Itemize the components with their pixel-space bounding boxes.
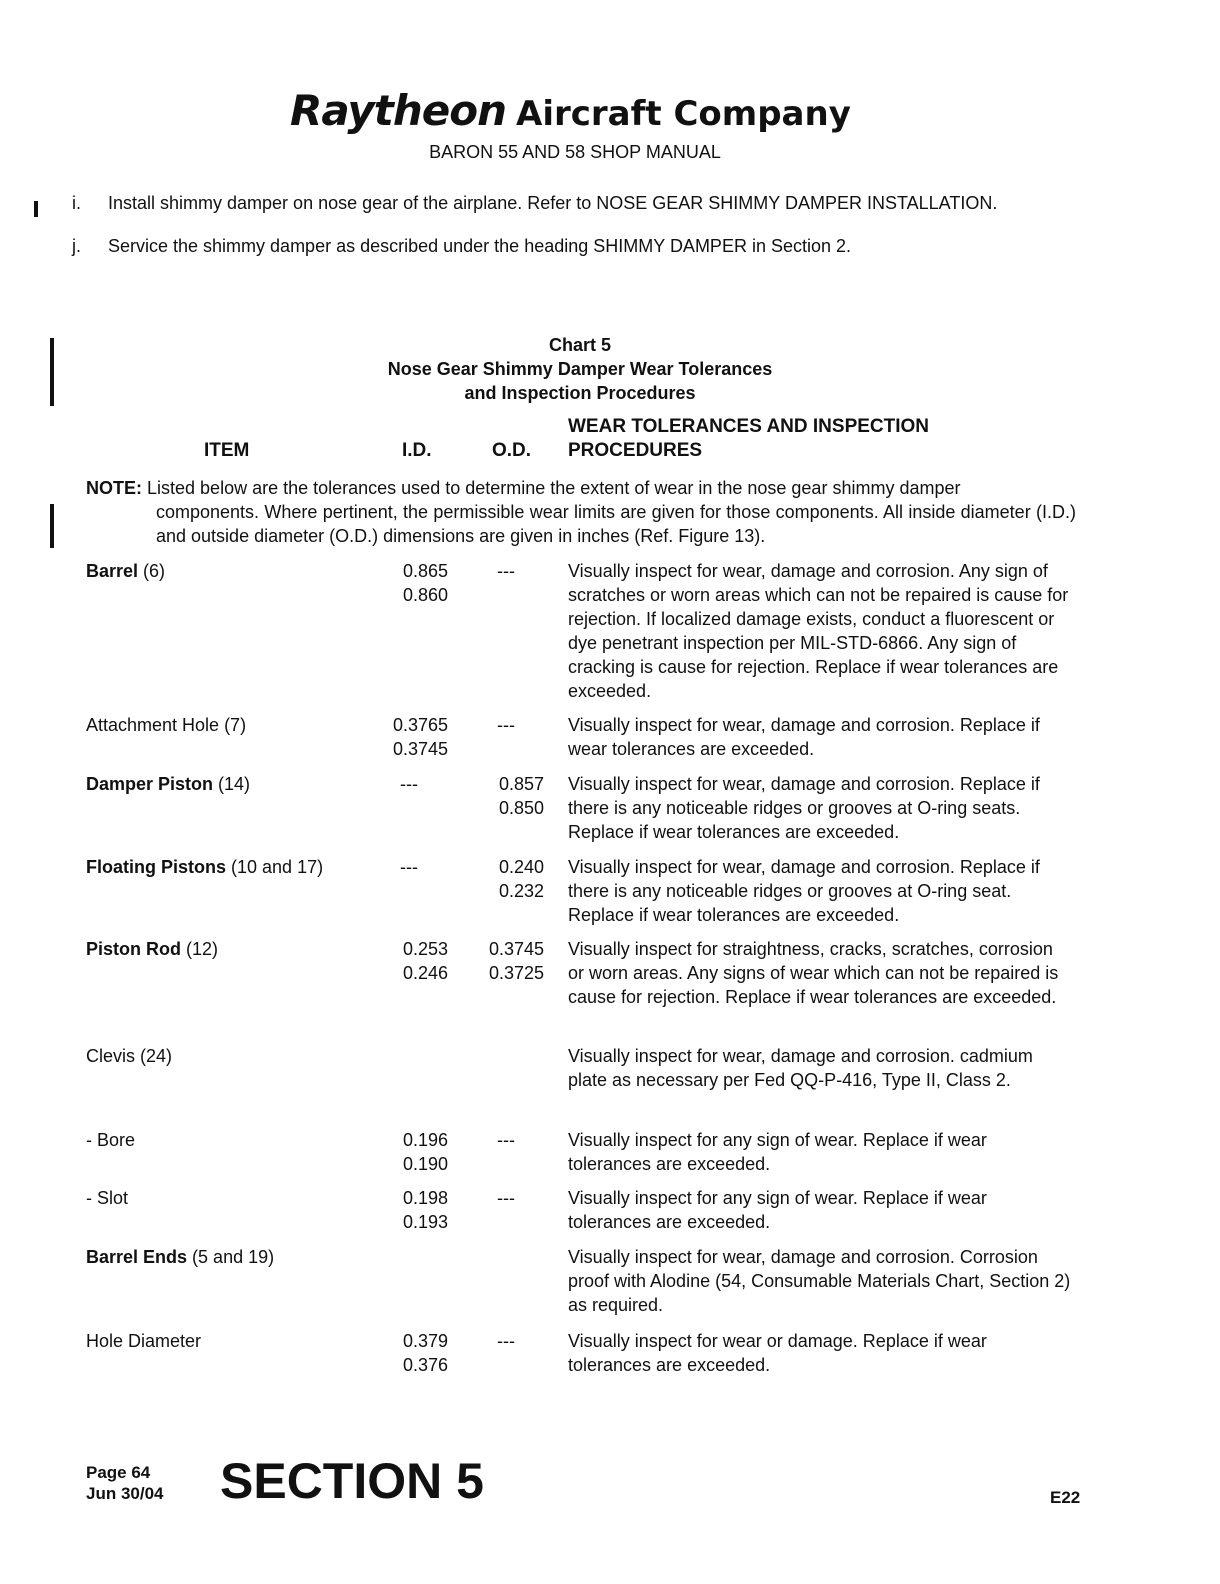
procedure-cell: Visually inspect for wear or damage. Replace if wear tolerances are exceeded.: [568, 1331, 987, 1375]
procedure-cell: Visually inspect for wear, damage and corrosion. Replace if there is any noticeable ridges or grooves at O-ring seat. Replace if wear tolerances are exceeded.: [568, 857, 1040, 925]
item-cell: [86, 713, 246, 737]
page-info: [86, 1462, 164, 1504]
company-name: Aircraft Company: [516, 94, 851, 134]
item-cell: [86, 1329, 201, 1353]
procedure-cell: Visually inspect for wear, damage and corrosion. Replace if there is any noticeable ridges or grooves at O-ring seats. Replace if wear tolerances are exceeded.: [568, 774, 1040, 842]
chart-number: Chart 5: [548, 335, 611, 355]
id-cell: [370, 713, 448, 761]
id-max: 0.196: [402, 1130, 448, 1150]
brand-name: Raytheon: [290, 86, 506, 135]
id-max: 0.3765: [392, 715, 448, 735]
item-name: Floating Pistons: [86, 857, 227, 877]
id-max: 0.865: [402, 561, 448, 581]
od-min: 0.850: [498, 798, 544, 818]
step-j: [72, 236, 851, 257]
item-ref: Attachment Hole (7): [86, 715, 247, 735]
id-cell: [370, 1186, 448, 1234]
item-ref: (5 and 19): [187, 1247, 275, 1267]
step-i: [72, 193, 997, 214]
item-name: Damper Piston: [86, 774, 214, 794]
step-letter: i.: [72, 193, 81, 213]
id-max: 0.379: [402, 1331, 448, 1351]
item-name: Barrel: [86, 561, 139, 581]
revision-bar: [34, 201, 38, 217]
manual-title: BARON 55 AND 58 SHOP MANUAL: [429, 142, 721, 162]
id-max: ---: [400, 857, 418, 877]
item-ref: - Bore: [86, 1130, 136, 1150]
item-ref: (10 and 17): [226, 857, 324, 877]
item-cell: [86, 559, 165, 583]
id-cell: [370, 1128, 448, 1176]
od-cell: [468, 1128, 544, 1152]
page-code: E22: [1050, 1488, 1081, 1507]
col-header-procedures-1: WEAR TOLERANCES AND INSPECTION: [568, 416, 930, 437]
id-min: 0.3745: [392, 739, 448, 759]
step-letter: j.: [72, 236, 81, 256]
note-first-line: Listed below are the tolerances used to determine the extent of wear in the nose gear shimmy damper: [147, 478, 961, 498]
chart-note: [86, 476, 1076, 548]
od-cell: [468, 713, 544, 737]
item-cell: [86, 855, 323, 879]
od-max: 0.857: [498, 774, 544, 794]
item-cell: [86, 1186, 128, 1210]
od-max: 0.3745: [488, 939, 544, 959]
item-ref: Hole Diameter: [86, 1331, 202, 1351]
id-min: 0.860: [402, 585, 448, 605]
step-text: Service the shimmy damper as described under the heading SHIMMY DAMPER in Section 2.: [108, 236, 852, 256]
item-name: Piston Rod: [86, 939, 181, 959]
item-cell: [86, 1245, 274, 1269]
id-cell: [370, 772, 448, 796]
item-cell: [86, 1128, 135, 1152]
page-date: Jun 30/04: [86, 1484, 164, 1503]
item-ref: (14): [213, 774, 251, 794]
item-ref: - Slot: [86, 1188, 129, 1208]
chart-title-line2: and Inspection Procedures: [464, 383, 696, 403]
item-cell: [86, 937, 218, 961]
id-max: 0.253: [402, 939, 448, 959]
col-header-item: ITEM: [204, 440, 250, 461]
item-ref: Clevis (24): [86, 1046, 173, 1066]
procedure-cell: Visually inspect for wear, damage and corrosion. cadmium plate as necessary per Fed QQ-P-416, Type II, Class 2.: [568, 1046, 1033, 1090]
id-min: 0.193: [402, 1212, 448, 1232]
od-cell: [468, 772, 544, 820]
procedure-cell: Visually inspect for any sign of wear. Replace if wear tolerances are exceeded.: [568, 1188, 987, 1232]
col-header-id: I.D.: [402, 440, 432, 461]
id-cell: [370, 937, 448, 985]
note-label: NOTE:: [86, 478, 142, 498]
col-header-procedures-2: PROCEDURES: [568, 440, 703, 461]
id-cell: [370, 855, 448, 879]
id-max: 0.198: [402, 1188, 448, 1208]
od-cell: [468, 1186, 544, 1210]
od-max: ---: [497, 1331, 515, 1351]
item-ref: (12): [181, 939, 219, 959]
item-cell: [86, 1044, 172, 1068]
od-max: ---: [497, 561, 515, 581]
col-header-od: O.D.: [492, 440, 532, 461]
company-logo: [290, 86, 851, 135]
od-max: ---: [497, 1130, 515, 1150]
procedure-cell: Visually inspect for wear, damage and corrosion. Corrosion proof with Alodine (54, Consumable Materials Chart, Section 2) as required.: [568, 1247, 1071, 1315]
od-max: ---: [497, 1188, 515, 1208]
od-min: 0.232: [498, 881, 544, 901]
id-cell: [370, 1329, 448, 1377]
od-max: ---: [497, 715, 515, 735]
revision-bar: [50, 504, 54, 548]
chart-title-line1: Nose Gear Shimmy Damper Wear Tolerances: [387, 359, 773, 379]
od-min: 0.3725: [488, 963, 544, 983]
note-rest: components. Where pertinent, the permissible wear limits are given for those components. All inside diameter (I.D.) and outside diameter (O.D.) dimensions are given in inches (Ref. Figure 13).: [156, 502, 1076, 546]
procedure-cell: Visually inspect for wear, damage and corrosion. Replace if wear tolerances are exceeded.: [568, 715, 1040, 759]
od-cell: [468, 855, 544, 903]
od-cell: [468, 937, 544, 985]
item-name: Barrel Ends: [86, 1247, 188, 1267]
id-min: 0.376: [402, 1355, 448, 1375]
step-text: Install shimmy damper on nose gear of the airplane. Refer to NOSE GEAR SHIMMY DAMPER INSTALLATION.: [108, 193, 998, 213]
id-min: 0.190: [402, 1154, 448, 1174]
id-cell: [370, 559, 448, 607]
od-max: 0.240: [498, 857, 544, 877]
procedure-cell: Visually inspect for straightness, cracks, scratches, corrosion or worn areas. Any signs of wear which can not be repaired is cause for rejection. Replace if wear tolerances are exceeded.: [568, 939, 1059, 1007]
procedure-cell: Visually inspect for any sign of wear. Replace if wear tolerances are exceeded.: [568, 1130, 987, 1174]
page-number: Page 64: [86, 1463, 151, 1482]
id-min: 0.246: [402, 963, 448, 983]
procedure-cell: Visually inspect for wear, damage and corrosion. Any sign of scratches or worn areas which can not be repaired is cause for rejection. If localized damage exists, conduct a fluorescent or dye penetrant inspection per MIL-STD-6866. Any sign of cracking is cause for rejection. Replace if wear tolerances are exceeded.: [568, 561, 1069, 701]
item-cell: [86, 772, 250, 796]
id-max: ---: [400, 774, 418, 794]
od-cell: [468, 559, 544, 583]
od-cell: [468, 1329, 544, 1353]
section-label: SECTION 5: [220, 1453, 484, 1509]
item-ref: (6): [138, 561, 166, 581]
